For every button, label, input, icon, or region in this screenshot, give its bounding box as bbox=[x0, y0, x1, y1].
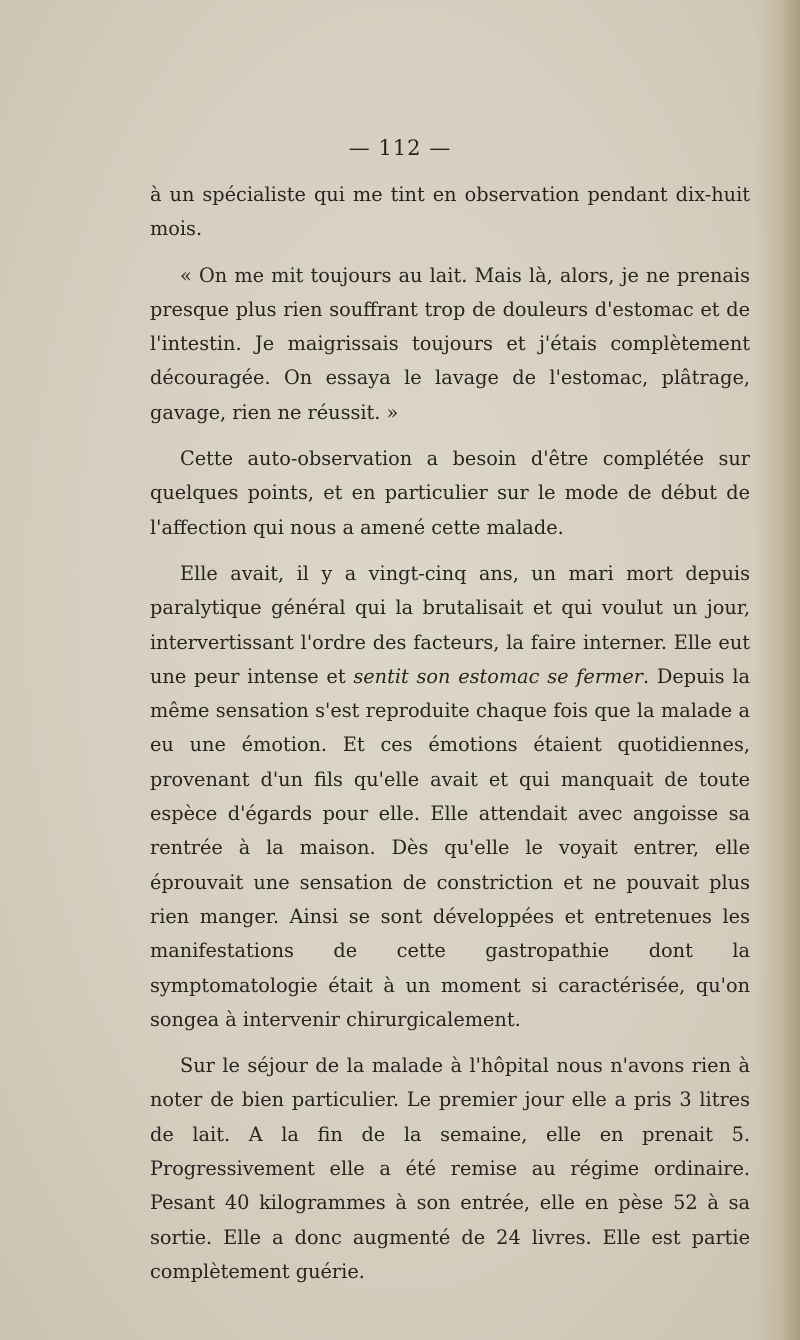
paragraph-4-end: . Depuis la même sensation s'est reproduite chaque fois que la malade a eu une émotion. Et ces émotions étaient quotidiennes, provenant d'un fils qu'elle avait et qui manquait de toute espèce d'égards pour elle. Elle attendait avec angoisse sa rentrée à la maison. Dès qu'elle le voyait entrer, elle éprouvait une sensation de constriction et ne pouvait plus rien manger. Ainsi se sont développées et entretenues les manifestations de cette gastropathie dont la symptomatologie était à un moment si caractérisée, qu'on songea à intervenir chirurgicalement. bbox=[150, 664, 751, 1031]
page-number: — 112 — bbox=[348, 136, 452, 160]
paragraph-2: « On me mit toujours au lait. Mais là, alors, je ne prenais presque plus rien souffrant trop de douleurs d'estomac et de l'intestin. Je maigrissais toujours et j'étais complètement découragée. On essaya le lavage de l'estomac, plâtrage, gavage, rien ne réussit. » bbox=[150, 263, 750, 424]
paragraph-1: à un spécialiste qui me tint en observation pendant dix-huit mois. bbox=[150, 183, 750, 241]
paragraph-3: Cette auto-observation a besoin d'être complétée sur quelques points, et en particulier sur le mode de début de l'affection qui nous a amené cette malade. bbox=[150, 447, 750, 539]
emphasized-phrase: sentit son estomac se fermer bbox=[353, 664, 643, 688]
paragraph-4-start: Elle avait, il y a vingt-cinq ans, un mari mort depuis paralytique général qui la brutalisait et qui voulut un jour, intervertissant l'ordre des facteurs, la faire interner. Elle eut une peur intense et bbox=[150, 561, 750, 688]
page-edge-shadow bbox=[756, 0, 800, 1340]
paragraph-4 bbox=[150, 557, 750, 1037]
paragraph-5: Sur le séjour de la malade à l'hôpital nous n'avons rien à noter de bien particulier. Le premier jour elle a pris 3 litres de lait. A la fin de la semaine, elle en prenait 5. Progressivement elle a été remise au régime ordinaire. Pesant 40 kilogrammes à son entrée, elle en pèse 52 à sa sortie. Elle a donc augmenté de 24 livres. Elle est partie complètement guérie. bbox=[150, 1054, 750, 1283]
body-text bbox=[150, 178, 750, 1289]
